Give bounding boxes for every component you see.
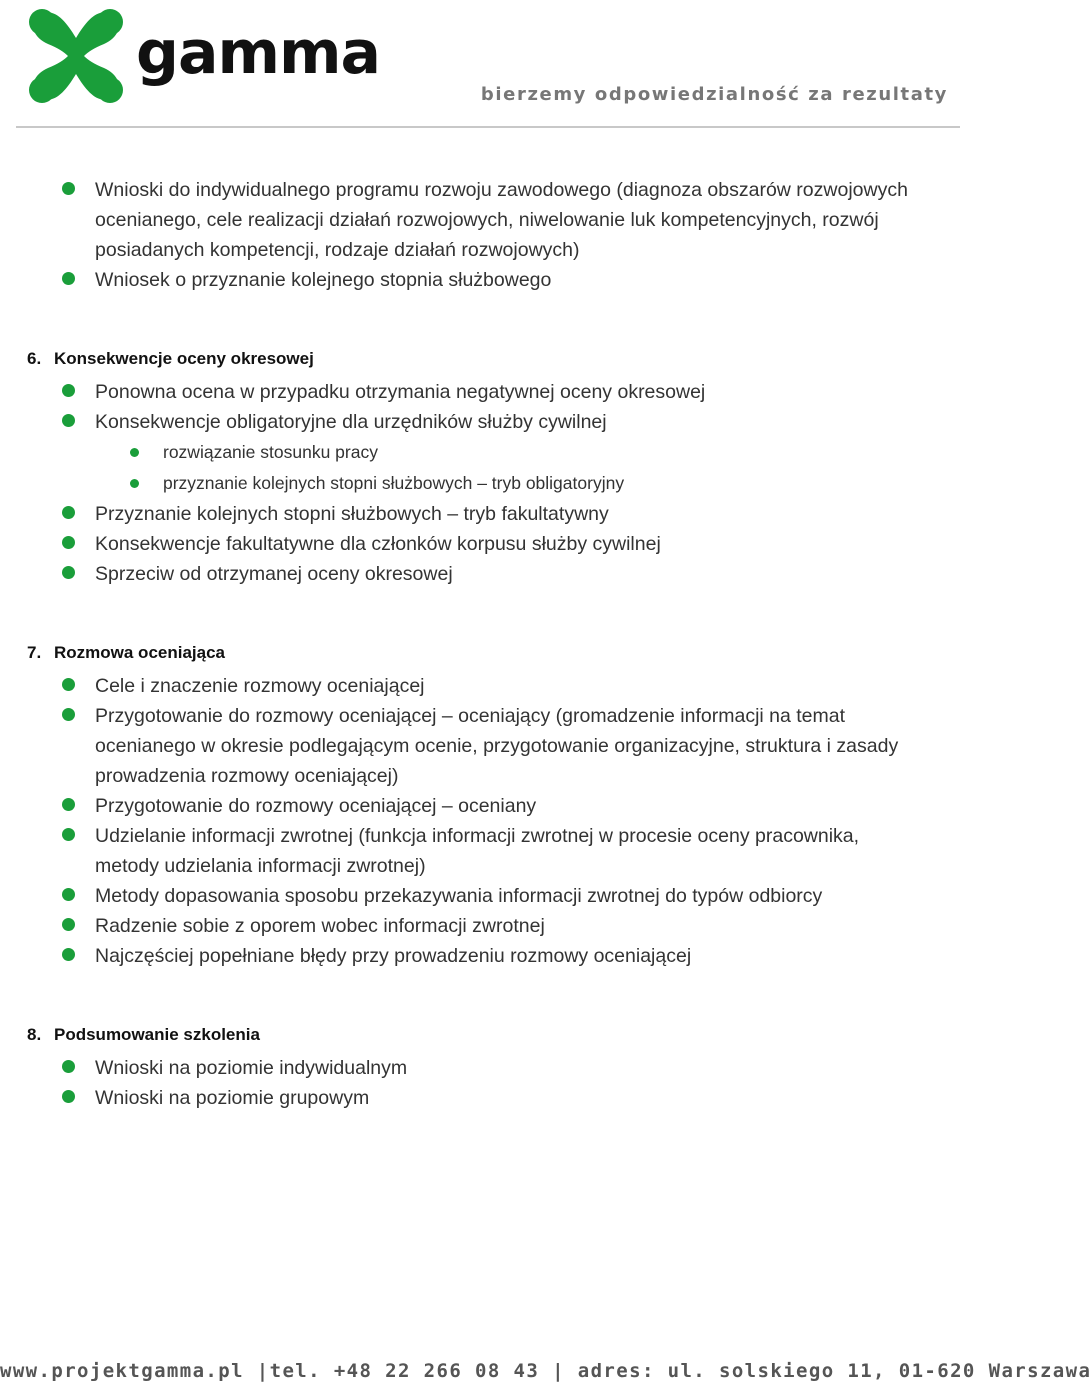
list-item	[0, 529, 960, 559]
bullet-icon	[62, 828, 75, 841]
section-title: Podsumowanie szkolenia	[54, 1025, 260, 1044]
section-title: Konsekwencje oceny okresowej	[54, 349, 314, 368]
list-item-text: Cele i znaczenie rozmowy oceniającej	[95, 675, 425, 697]
list-item	[0, 175, 960, 265]
intro-list	[0, 175, 960, 295]
page-footer: www.projektgamma.pl |tel. +48 22 266 08 43 | adres: ul. solskiego 11, 01-620 Warszawa	[0, 1360, 1091, 1382]
list-item-text: Przygotowanie do rozmowy oceniającej – oceniający (gromadzenie informacji na temat ocenianego w okresie podlegającym ocenie, przygotowanie organizacyjne, struktura i zasady prowadzenia rozmowy oceniającej)	[95, 705, 899, 787]
list-item-text: Udzielanie informacji zwrotnej (funkcja informacji zwrotnej w procesie oceny pracownika, metody udzielania informacji zwrotnej)	[95, 825, 860, 877]
header-divider	[16, 126, 960, 128]
bullet-icon	[130, 448, 139, 457]
bullet-icon	[62, 888, 75, 901]
sub-list-item-text: rozwiązanie stosunku pracy	[163, 442, 378, 462]
list-item-text: Wnioski do indywidualnego programu rozwoju zawodowego (diagnoza obszarów rozwojowych ocenianego, cele realizacji działań rozwojowych, niwelowanie luk kompetencyjnych, rozwój posiadanych kompetencji, rodzaje działań rozwojowych)	[95, 179, 908, 261]
bullet-icon	[62, 678, 75, 691]
section-8-list	[0, 1053, 960, 1113]
sub-list-item	[0, 468, 960, 499]
gamma-logo-icon	[24, 4, 128, 108]
list-item-text: Konsekwencje obligatoryjne dla urzędników służby cywilnej	[95, 411, 607, 433]
list-item-text: Radzenie sobie z oporem wobec informacji zwrotnej	[95, 915, 545, 937]
section-heading	[0, 641, 960, 665]
section-number: 7.	[27, 643, 42, 662]
list-item-text: Wniosek o przyznanie kolejnego stopnia służbowego	[95, 269, 552, 291]
bullet-icon	[62, 182, 75, 195]
list-item	[0, 791, 960, 821]
section-heading	[0, 347, 960, 371]
header-tagline: bierzemy odpowiedzialność za rezultaty	[480, 84, 948, 105]
list-item	[0, 407, 960, 437]
bullet-icon	[62, 948, 75, 961]
bullet-icon	[62, 708, 75, 721]
list-item-text: Wnioski na poziomie grupowym	[95, 1087, 370, 1109]
list-item-text: Konsekwencje fakultatywne dla członków korpusu służby cywilnej	[95, 533, 661, 555]
section-6-list	[0, 377, 960, 589]
bullet-icon	[62, 536, 75, 549]
section-number: 8.	[27, 1025, 42, 1044]
list-item	[0, 377, 960, 407]
logo-wordmark: gamma	[136, 18, 380, 88]
bullet-icon	[62, 918, 75, 931]
list-item	[0, 911, 960, 941]
list-item	[0, 701, 960, 791]
list-item	[0, 499, 960, 529]
bullet-icon	[62, 384, 75, 397]
list-item	[0, 821, 960, 881]
sub-list-item	[0, 437, 960, 468]
list-item	[0, 559, 960, 589]
page-header	[0, 0, 960, 130]
section-number: 6.	[27, 349, 42, 368]
list-item-text: Metody dopasowania sposobu przekazywania informacji zwrotnej do typów odbiorcy	[95, 885, 823, 907]
list-item	[0, 671, 960, 701]
list-item	[0, 881, 960, 911]
list-item	[0, 941, 960, 971]
list-item-text: Sprzeciw od otrzymanej oceny okresowej	[95, 563, 453, 585]
bullet-icon	[62, 1060, 75, 1073]
bullet-icon	[130, 479, 139, 488]
list-item-text: Najczęściej popełniane błędy przy prowadzeniu rozmowy oceniającej	[95, 945, 692, 967]
list-item	[0, 1053, 960, 1083]
bullet-icon	[62, 566, 75, 579]
bullet-icon	[62, 272, 75, 285]
list-item	[0, 1083, 960, 1113]
list-item-text: Ponowna ocena w przypadku otrzymania negatywnej oceny okresowej	[95, 381, 706, 403]
list-item	[0, 265, 960, 295]
bullet-icon	[62, 414, 75, 427]
document-content	[0, 175, 960, 1113]
list-item-text: Przyznanie kolejnych stopni służbowych – tryb fakultatywny	[95, 503, 609, 525]
section-title: Rozmowa oceniająca	[54, 643, 226, 662]
bullet-icon	[62, 506, 75, 519]
bullet-icon	[62, 798, 75, 811]
section-7-list	[0, 671, 960, 971]
bullet-icon	[62, 1090, 75, 1103]
sub-list-item-text: przyznanie kolejnych stopni służbowych – tryb obligatoryjny	[163, 473, 625, 493]
list-item-text: Wnioski na poziomie indywidualnym	[95, 1057, 408, 1079]
section-heading	[0, 1023, 960, 1047]
list-item-text: Przygotowanie do rozmowy oceniającej – oceniany	[95, 795, 537, 817]
